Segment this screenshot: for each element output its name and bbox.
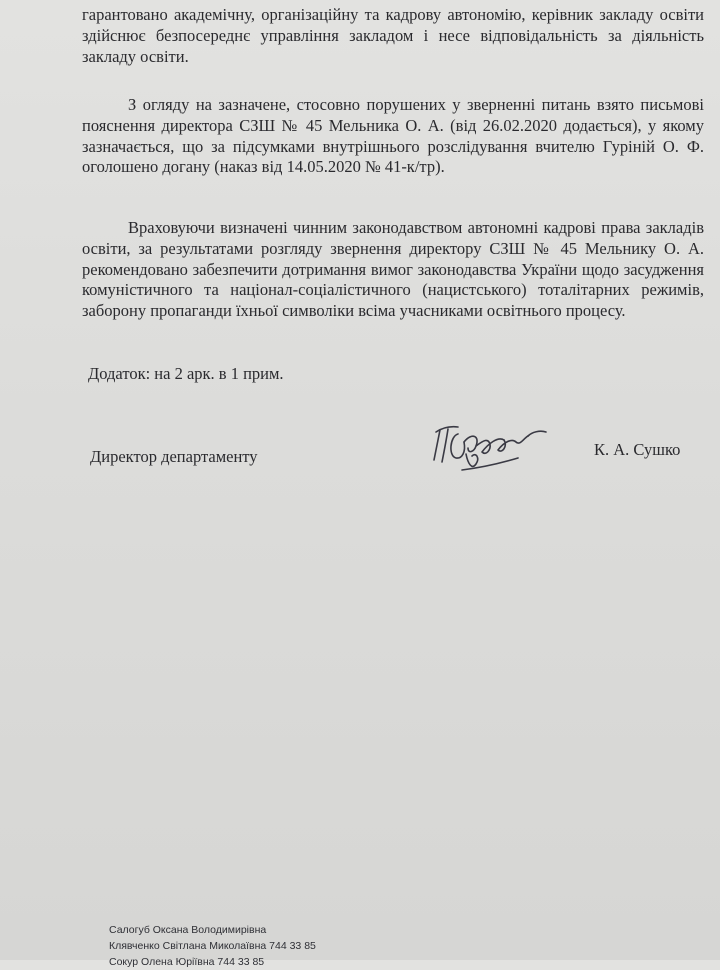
paragraph-autonomy: гарантовано академічну, організаційну та кадрову автономію, керівник закладу освіти здійснює безпосереднє управління закладом і несе відповідальність за діяльність закладу освіти. — [82, 5, 704, 66]
executor-line: Клявченко Світлана Миколаївна 744 33 85 — [109, 940, 316, 952]
paragraph-explanations: З огляду на зазначене, стосовно порушених у зверненні питань взято письмові пояснення директора СЗШ № 45 Мельника О. А. (від 26.02.2020 додається), у якому зазначається, що за підсумками внутрішнього розслідування вчителю Гуріній О. Ф. оголошено догану (наказ від 14.05.2020 № 41-к/тр). — [82, 95, 704, 177]
executor-line: Сокур Олена Юріївна 744 33 85 — [109, 956, 265, 968]
director-title: Директор департаменту — [90, 447, 258, 466]
signature-image — [428, 412, 558, 482]
attachment-note: Додаток: на 2 арк. в 1 прим. — [88, 364, 284, 383]
executor-line: Салогуб Оксана Володимирівна — [109, 924, 267, 936]
director-name: К. А. Сушко — [594, 440, 681, 459]
executors-footer — [109, 922, 316, 970]
paragraph-recommendation: Враховуючи визначені чинним законодавством автономні кадрові права закладів освіти, за результатами розгляду звернення директору СЗШ № 45 Мельнику О. А. рекомендовано забезпечити дотримання вимог законодавства України щодо засудження комуністичного та націонал-соціалістичного (нацистського) тоталітарних режимів, заборону пропаганди їхньої символіки всіма учасниками освітнього процесу. — [82, 218, 704, 321]
